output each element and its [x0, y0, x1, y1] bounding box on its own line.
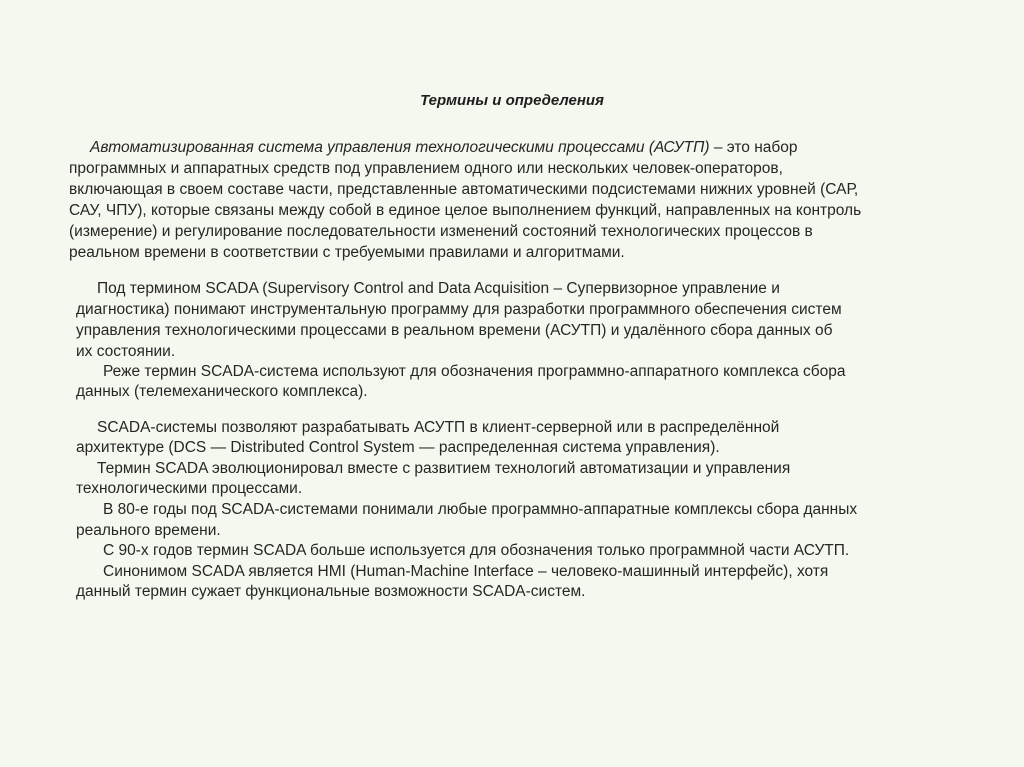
asutp-term: Автоматизированная система управления технологическими процессами (АСУТП) — [90, 139, 710, 156]
slide-title: Термины и определения — [420, 92, 604, 109]
para3-line-4: технологическими процессами. — [76, 480, 303, 497]
para1-line-4: САУ, ЧПУ), которые связаны между собой в единое целое выполнением функций, направленных на контроль — [69, 202, 862, 219]
para1-line-5: (измерение) и регулирование последовательности изменений состояний технологических процессов в — [69, 223, 813, 240]
para2-line-2: диагностика) понимают инструментальную программу для разработки программного обеспечения систем — [76, 301, 842, 318]
para2-line-6: данных (телемеханического комплекса). — [76, 383, 368, 400]
para2-line-4: их состоянии. — [76, 343, 176, 360]
para1-line-6: реальном времени в соответствии с требуемыми правилами и алгоритмами. — [69, 244, 625, 261]
para3-line-8: Синонимом SCADA является HMI (Human-Machine Interface – человеко-машинный интерфейс), хотя — [103, 563, 829, 580]
para2-line-1: Под термином SCADA (Supervisory Control and Data Acquisition – Супервизорное управление и — [97, 280, 780, 297]
para2-line-3: управления технологическими процессами в реальном времени (АСУТП) и удалённого сбора данных об — [76, 322, 833, 339]
para1-line-1 — [90, 138, 798, 158]
para1-line-2: программных и аппаратных средств под управлением одного или нескольких человек-операторов, — [69, 160, 783, 177]
para3-line-7: С 90-х годов термин SCADA больше используется для обозначения только программной части АСУТП. — [103, 542, 850, 559]
para3-line-5: В 80-е годы под SCADA-системами понимали любые программно-аппаратные комплексы сбора данных — [103, 501, 858, 518]
para1-line-3: включающая в своем составе части, представленные автоматическими подсистемами нижних уровней (САР, — [69, 181, 859, 198]
para1-line1-rest: – это набор — [709, 139, 798, 156]
para3-line-2: архитектуре (DCS — Distributed Control System — распределенная система управления). — [76, 439, 720, 456]
para3-line-3: Термин SCADA эволюционировал вместе с развитием технологий автоматизации и управления — [97, 460, 791, 477]
para3-line-9: данный термин сужает функциональные возможности SCADA-систем. — [76, 583, 586, 600]
para3-line-6: реального времени. — [76, 522, 221, 539]
para3-line-1: SCADA-системы позволяют разрабатывать АСУТП в клиент-серверной или в распределённой — [97, 419, 780, 436]
para2-line-5: Реже термин SCADA-система используют для обозначения программно-аппаратного комплекса сбора — [103, 363, 846, 380]
